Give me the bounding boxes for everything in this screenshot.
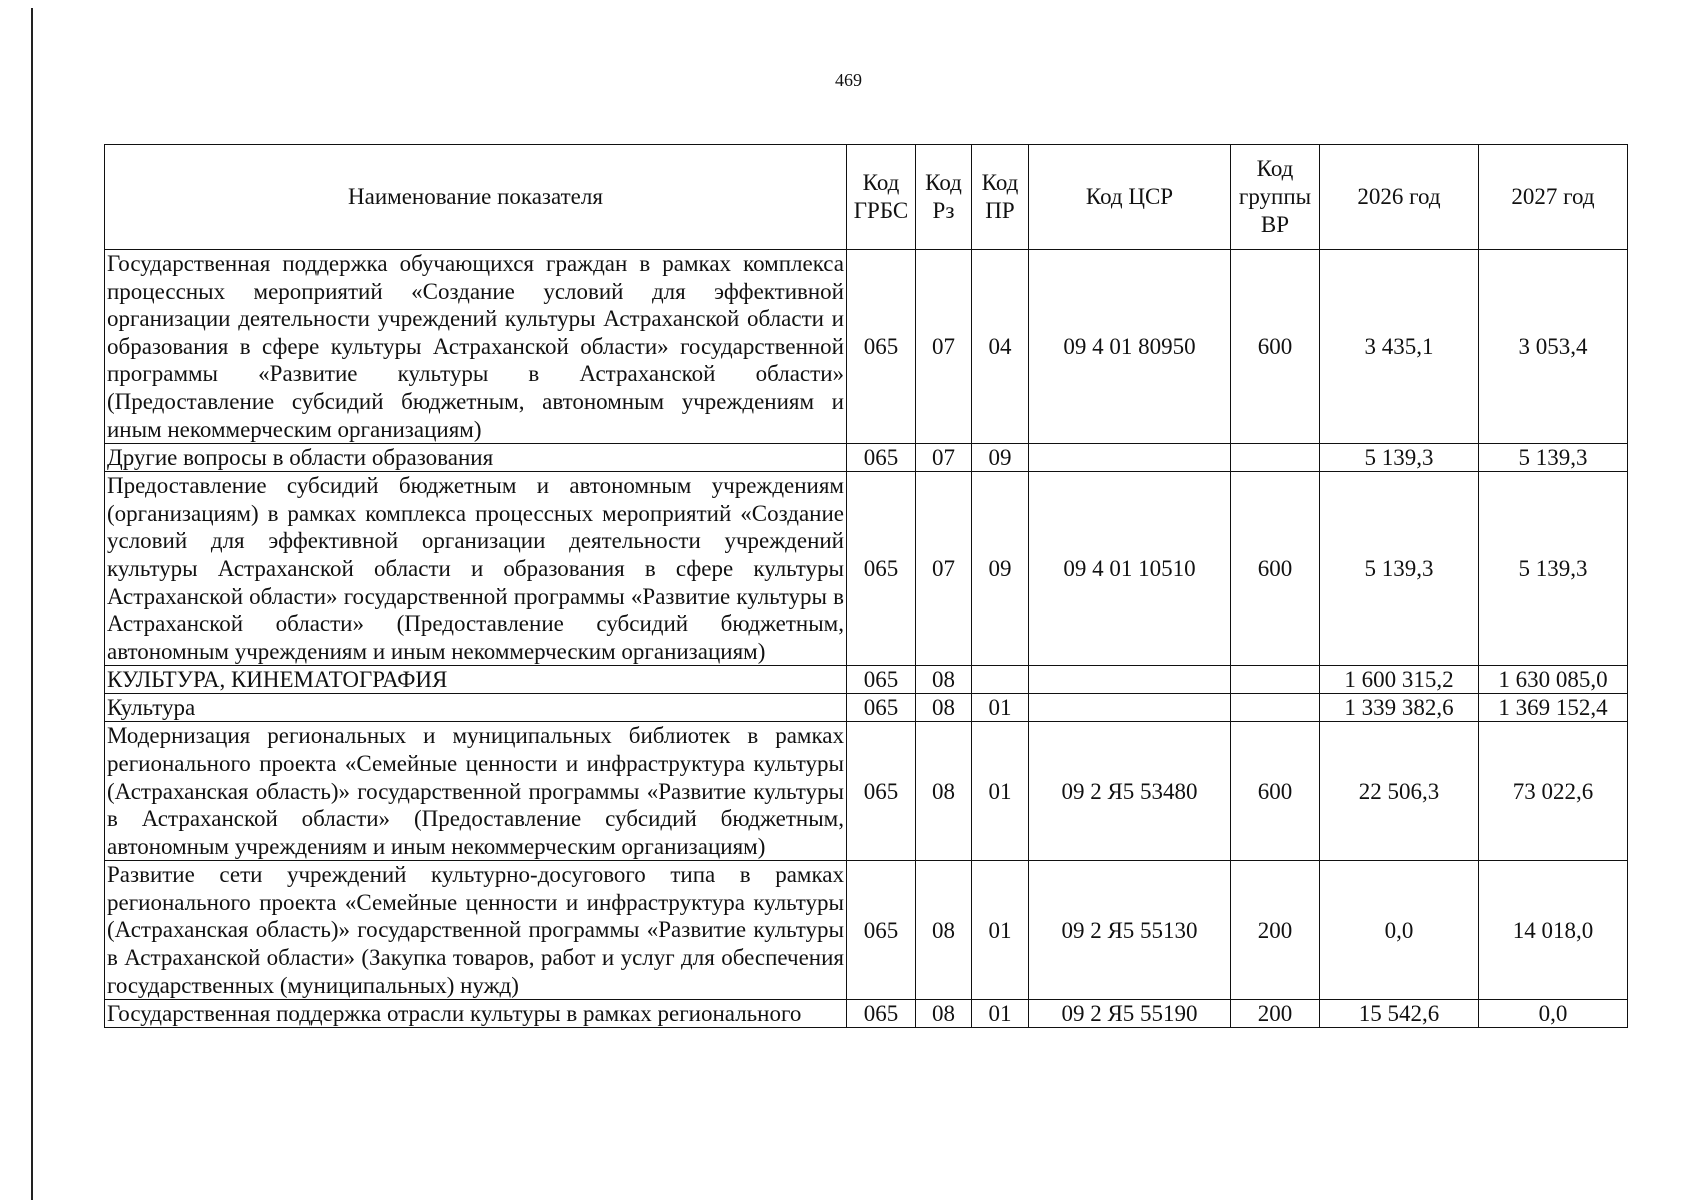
table-row bbox=[105, 694, 1628, 722]
page-number: 469 bbox=[835, 70, 862, 90]
table-header-row bbox=[105, 145, 1628, 250]
row-vr bbox=[1231, 694, 1320, 722]
row-2026: 0,0 bbox=[1320, 861, 1479, 1000]
row-name: Другие вопросы в области образования bbox=[105, 444, 847, 472]
row-2027: 1 630 085,0 bbox=[1479, 666, 1628, 694]
row-csr: 09 2 Я5 53480 bbox=[1029, 722, 1231, 861]
row-vr: 200 bbox=[1231, 861, 1320, 1000]
header-2026: 2026 год bbox=[1320, 145, 1479, 250]
row-rz: 08 bbox=[916, 666, 972, 694]
row-name: Модернизация региональных и муниципальных библиотек в рамках регионального проекта «Семейные ценности и инфраструктура культуры (Астраханская область)» государственной программы «Развитие культуры в Астраханской области» (Предоставление субсидий бюджетным, автономным учреждениям и иным некоммерческим организациям) bbox=[105, 722, 847, 861]
row-csr bbox=[1029, 666, 1231, 694]
row-2026: 1 600 315,2 bbox=[1320, 666, 1479, 694]
row-name: Государственная поддержка отрасли культуры в рамках регионального bbox=[105, 1000, 847, 1028]
row-name: Культура bbox=[105, 694, 847, 722]
row-2026: 22 506,3 bbox=[1320, 722, 1479, 861]
left-margin-line bbox=[31, 8, 33, 1200]
header-pr: Код ПР bbox=[972, 145, 1029, 250]
row-rz: 07 bbox=[916, 472, 972, 666]
row-2027: 5 139,3 bbox=[1479, 444, 1628, 472]
row-rz: 08 bbox=[916, 1000, 972, 1028]
table-row bbox=[105, 861, 1628, 1000]
row-csr: 09 4 01 10510 bbox=[1029, 472, 1231, 666]
row-2027: 73 022,6 bbox=[1479, 722, 1628, 861]
row-2026: 15 542,6 bbox=[1320, 1000, 1479, 1028]
row-2026: 5 139,3 bbox=[1320, 444, 1479, 472]
header-vr: Код группы ВР bbox=[1231, 145, 1320, 250]
row-pr: 01 bbox=[972, 722, 1029, 861]
row-grbs: 065 bbox=[847, 444, 916, 472]
row-2027: 3 053,4 bbox=[1479, 250, 1628, 444]
row-2027: 5 139,3 bbox=[1479, 472, 1628, 666]
row-grbs: 065 bbox=[847, 250, 916, 444]
row-rz: 08 bbox=[916, 722, 972, 861]
row-vr bbox=[1231, 444, 1320, 472]
table-row bbox=[105, 722, 1628, 861]
row-2027: 14 018,0 bbox=[1479, 861, 1628, 1000]
row-grbs: 065 bbox=[847, 861, 916, 1000]
row-csr: 09 2 Я5 55190 bbox=[1029, 1000, 1231, 1028]
row-rz: 07 bbox=[916, 250, 972, 444]
row-csr bbox=[1029, 694, 1231, 722]
row-rz: 08 bbox=[916, 694, 972, 722]
row-pr: 01 bbox=[972, 694, 1029, 722]
row-pr bbox=[972, 666, 1029, 694]
row-name: Государственная поддержка обучающихся граждан в рамках комплекса процессных мероприятий «Создание условий для эффективной организации деятельности учреждений культуры Астраханской области и образования в сфере культуры Астраханской области» государственной программы «Развитие культуры в Астраханской области» (Предоставление субсидий бюджетным, автономным учреждениям и иным некоммерческим организациям) bbox=[105, 250, 847, 444]
row-pr: 01 bbox=[972, 861, 1029, 1000]
header-grbs: Код ГРБС bbox=[847, 145, 916, 250]
row-grbs: 065 bbox=[847, 1000, 916, 1028]
row-grbs: 065 bbox=[847, 472, 916, 666]
row-grbs: 065 bbox=[847, 666, 916, 694]
row-grbs: 065 bbox=[847, 722, 916, 861]
row-2026: 1 339 382,6 bbox=[1320, 694, 1479, 722]
row-2027: 0,0 bbox=[1479, 1000, 1628, 1028]
table-row bbox=[105, 444, 1628, 472]
header-csr: Код ЦСР bbox=[1029, 145, 1231, 250]
row-csr bbox=[1029, 444, 1231, 472]
row-pr: 01 bbox=[972, 1000, 1029, 1028]
row-name: КУЛЬТУРА, КИНЕМАТОГРАФИЯ bbox=[105, 666, 847, 694]
header-rz: Код Рз bbox=[916, 145, 972, 250]
row-rz: 07 bbox=[916, 444, 972, 472]
row-2026: 5 139,3 bbox=[1320, 472, 1479, 666]
row-vr bbox=[1231, 666, 1320, 694]
table-row bbox=[105, 1000, 1628, 1028]
row-csr: 09 4 01 80950 bbox=[1029, 250, 1231, 444]
table-row bbox=[105, 472, 1628, 666]
header-2027: 2027 год bbox=[1479, 145, 1628, 250]
row-csr: 09 2 Я5 55130 bbox=[1029, 861, 1231, 1000]
table-row bbox=[105, 666, 1628, 694]
row-vr: 600 bbox=[1231, 472, 1320, 666]
table-row bbox=[105, 250, 1628, 444]
row-2026: 3 435,1 bbox=[1320, 250, 1479, 444]
row-rz: 08 bbox=[916, 861, 972, 1000]
row-name: Предоставление субсидий бюджетным и автономным учреждениям (организациям) в рамках комплекса процессных мероприятий «Создание условий для эффективной организации деятельности учреждений культуры Астраханской области и образования в сфере культуры Астраханской области» государственной программы «Развитие культуры в Астраханской области» (Предоставление субсидий бюджетным, автономным учреждениям и иным некоммерческим организациям) bbox=[105, 472, 847, 666]
row-2027: 1 369 152,4 bbox=[1479, 694, 1628, 722]
row-grbs: 065 bbox=[847, 694, 916, 722]
row-pr: 04 bbox=[972, 250, 1029, 444]
row-vr: 600 bbox=[1231, 722, 1320, 861]
row-vr: 600 bbox=[1231, 250, 1320, 444]
budget-table bbox=[104, 144, 1628, 1028]
row-pr: 09 bbox=[972, 444, 1029, 472]
row-pr: 09 bbox=[972, 472, 1029, 666]
row-name: Развитие сети учреждений культурно-досугового типа в рамках регионального проекта «Семейные ценности и инфраструктура культуры (Астраханская область)» государственной программы «Развитие культуры в Астраханской области» (Закупка товаров, работ и услуг для обеспечения государственных (муниципальных) нужд) bbox=[105, 861, 847, 1000]
row-vr: 200 bbox=[1231, 1000, 1320, 1028]
header-name: Наименование показателя bbox=[105, 145, 847, 250]
